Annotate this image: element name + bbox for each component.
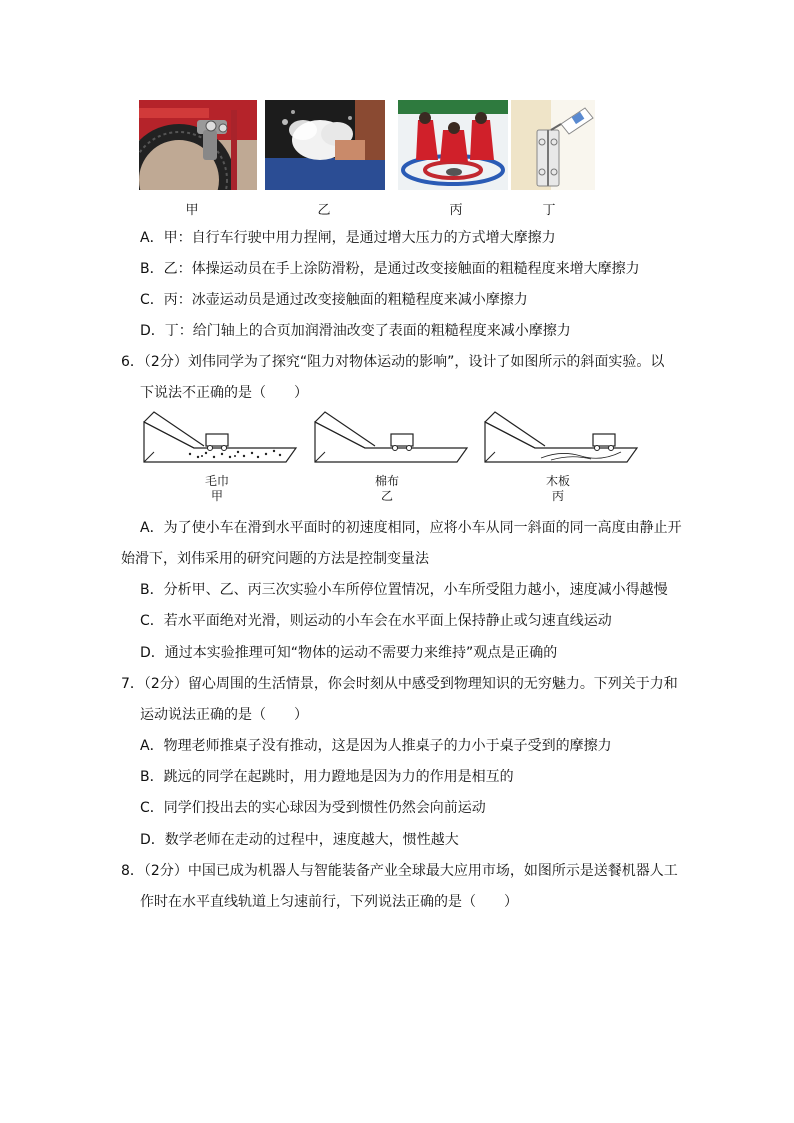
q7-option-c: C．同学们投出去的实心球因为受到惯性仍然会向前运动 <box>140 800 486 816</box>
q5-option-a: A．甲：自行车行驶中用力捏闸，是通过增大压力的方式增大摩擦力 <box>140 230 556 246</box>
photo-caption-bing: 丙 <box>449 203 463 218</box>
figure-label-bing: 丙 <box>551 489 564 503</box>
figure-surface-towel: 毛巾 <box>204 474 229 488</box>
photo-curling <box>398 100 508 190</box>
figure-surface-cotton: 棉布 <box>374 474 399 488</box>
photo-caption-jia: 甲 <box>185 203 199 218</box>
q6-stem-line1: 6．（2分）刘伟同学为了探究“阻力对物体运动的影响”，设计了如图所示的斜面实验。以 <box>121 354 665 370</box>
q6-stem-line2: 下说法不正确的是（ ） <box>140 385 308 401</box>
q6-option-a-continued: 始滑下，刘伟采用的研究问题的方法是控制变量法 <box>121 551 429 567</box>
photo-caption-ding: 丁 <box>542 203 556 218</box>
q8-stem-line2: 作时在水平直线轨道上匀速前行，下列说法正确的是（ ） <box>140 894 518 910</box>
q7-option-d: D．数学老师在走动的过程中，速度越大，惯性越大 <box>140 832 459 848</box>
figure-label-jia: 甲 <box>210 489 223 503</box>
slope-figure-towel <box>140 410 300 470</box>
q6-option-a: A．为了使小车在滑到水平面时的初速度相同，应将小车从同一斜面的同一高度由静止开 <box>140 520 682 536</box>
q6-option-b: B．分析甲、乙、丙三次实验小车所停位置情况，小车所受阻力越小，速度减小得越慢 <box>140 582 668 598</box>
photo-gymnast-chalk <box>265 100 385 190</box>
q6-option-d: D．通过本实验推理可知“物体的运动不需要力来维持”观点是正确的 <box>140 645 558 661</box>
q5-option-c: C．丙：冰壶运动员是通过改变接触面的粗糙程度来减小摩擦力 <box>140 292 528 308</box>
figure-label-yi: 乙 <box>380 489 393 503</box>
photo-caption-yi: 乙 <box>317 203 331 218</box>
slope-figure-wood <box>481 410 641 470</box>
q7-stem-line1: 7．（2分）留心周围的生活情景，你会时刻从中感受到物理知识的无穷魅力。下列关于力和 <box>121 676 678 692</box>
figure-surface-wood: 木板 <box>545 474 570 488</box>
photo-door-hinge-oil <box>511 100 595 190</box>
q5-option-b: B．乙：体操运动员在手上涂防滑粉，是通过改变接触面的粗糙程度来增大摩擦力 <box>140 261 640 277</box>
q7-stem-line2: 运动说法正确的是（ ） <box>140 707 308 723</box>
q5-option-d: D．丁：给门轴上的合页加润滑油改变了表面的粗糙程度来减小摩擦力 <box>140 323 571 339</box>
q7-option-b: B．跳远的同学在起跳时，用力蹬地是因为力的作用是相互的 <box>140 769 514 785</box>
q8-stem-line1: 8．（2分）中国已成为机器人与智能装备产业全球最大应用市场，如图所示是送餐机器人工 <box>121 863 678 879</box>
q7-option-a: A．物理老师推桌子没有推动，这是因为人推桌子的力小于桌子受到的摩擦力 <box>140 738 612 754</box>
photo-bicycle-brake <box>139 100 257 190</box>
q6-option-c: C．若水平面绝对光滑，则运动的小车会在水平面上保持静止或匀速直线运动 <box>140 613 612 629</box>
slope-figure-cotton <box>311 410 471 470</box>
